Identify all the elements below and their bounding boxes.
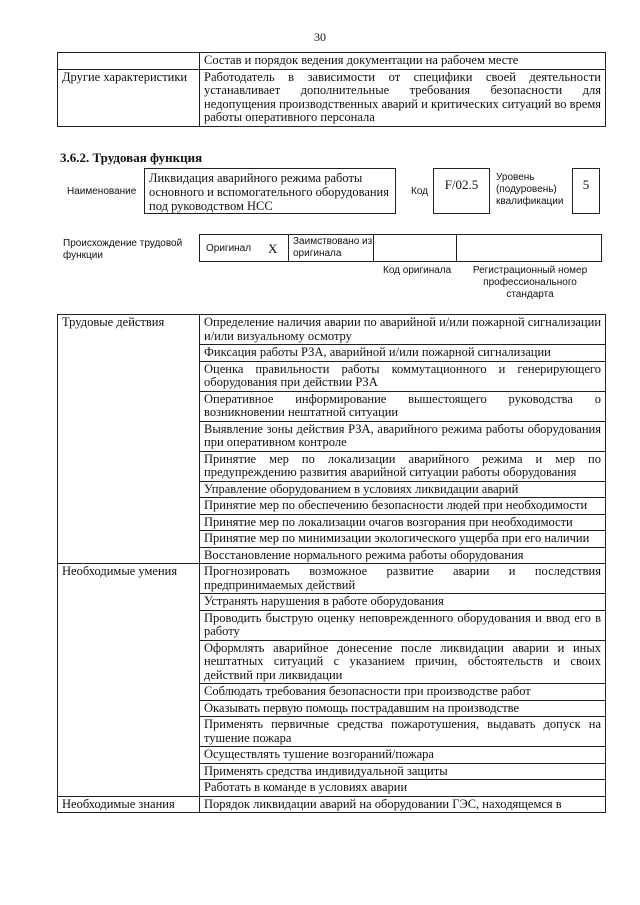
- section-label-continued: [58, 361, 200, 391]
- section-label-continued: [58, 594, 200, 611]
- empty-label-cell: [58, 53, 200, 70]
- origin-box: [199, 234, 602, 262]
- list-item: Принятие мер по обеспечению безопасности людей при необходимости: [200, 498, 606, 515]
- section-label-continued: [58, 391, 200, 421]
- table-row: [58, 547, 606, 564]
- code-label: Код: [411, 186, 429, 197]
- list-item: Прогнозировать возможное развитие аварии и последствия предпринимаемых действий: [200, 564, 606, 594]
- table-row: [58, 451, 606, 481]
- borrowed-cell: [288, 234, 374, 262]
- section-label-continued: [58, 640, 200, 684]
- section-label-continued: [58, 763, 200, 780]
- other-characteristics-text: Работодатель в зависимости от специфики своей деятельности устанавливает дополнительные требования безопасности для недопущения производственных аварий и критических ситуаций во время работы оперативного персонала: [200, 69, 606, 126]
- page-number: 30: [314, 30, 326, 44]
- table-row: [58, 531, 606, 548]
- list-item: Оформлять аварийное донесение после ликвидации аварии и иных нештатных ситуаций с указанием причин, обстоятельств и своих действий при ликвидации: [200, 640, 606, 684]
- section-label-continued: [58, 547, 200, 564]
- list-item: Осуществлять тушение возгораний/пожара: [200, 747, 606, 764]
- list-item: Фиксация работы РЗА, аварийной и/или пожарной сигнализации: [200, 345, 606, 362]
- table-row: [58, 700, 606, 717]
- list-item: Применять первичные средства пожаротушения, выдавать допуск на тушение пожара: [200, 717, 606, 747]
- table-row: [58, 564, 606, 594]
- table-row: [58, 763, 606, 780]
- table-row: [58, 498, 606, 515]
- name-label: Наименование: [67, 186, 137, 197]
- section-heading: 3.6.2. Трудовая функция: [60, 150, 203, 165]
- qualification-level-label: Уровень (подуровень) квалификации: [496, 172, 564, 207]
- table-row: [58, 717, 606, 747]
- table-row: [58, 640, 606, 684]
- list-item: Управление оборудованием в условиях ликвидации аварий: [200, 481, 606, 498]
- original-code-caption: Код оригинала: [383, 265, 452, 276]
- original-cell: [199, 234, 289, 262]
- table-row: [58, 747, 606, 764]
- table-row: [58, 481, 606, 498]
- section-label: Трудовые действия: [58, 315, 200, 345]
- characteristics-table: [57, 52, 606, 127]
- qualification-level-box: 5: [572, 168, 600, 214]
- section-label-continued: [58, 514, 200, 531]
- borrowed-label: Заимствовано из оригинала: [293, 236, 373, 259]
- section-label-continued: [58, 345, 200, 362]
- table-row: [58, 684, 606, 701]
- section-label-continued: [58, 531, 200, 548]
- table-row: [58, 315, 606, 345]
- list-item: Порядок ликвидации аварий на оборудовании ГЭС, находящемся в: [200, 796, 606, 813]
- list-item: Проводить быструю оценку неповрежденного оборудования и ввод его в работу: [200, 610, 606, 640]
- list-item: Соблюдать требования безопасности при производстве работ: [200, 684, 606, 701]
- list-item: Принятие мер по локализации очагов возгорания при необходимости: [200, 514, 606, 531]
- table-row: [58, 345, 606, 362]
- table-row: [58, 594, 606, 611]
- table-row: [58, 610, 606, 640]
- table-row: [58, 391, 606, 421]
- function-details-table: [57, 314, 606, 813]
- list-item: Работать в команде в условиях аварии: [200, 780, 606, 797]
- table-row: [58, 780, 606, 797]
- function-name-box: Ликвидация аварийного режима работы основного и вспомогательного оборудования под руководством НСС: [144, 168, 396, 214]
- list-item: Устранять нарушения в работе оборудования: [200, 594, 606, 611]
- original-code-cell: [373, 234, 457, 262]
- section-label-continued: [58, 498, 200, 515]
- table-row: [58, 361, 606, 391]
- original-mark: X: [268, 241, 278, 256]
- other-characteristics-label: Другие характеристики: [58, 69, 200, 126]
- section-label-continued: [58, 717, 200, 747]
- list-item: Принятие мер по минимизации экологического ущерба при его наличии: [200, 531, 606, 548]
- list-item: Применять средства индивидуальной защиты: [200, 763, 606, 780]
- registration-number-cell: [456, 234, 602, 262]
- list-item: Оказывать первую помощь пострадавшим на производстве: [200, 700, 606, 717]
- section-label-continued: [58, 610, 200, 640]
- registration-number-caption: Регистрационный номер профессионального стандарта: [472, 265, 588, 300]
- section-label: Необходимые знания: [58, 796, 200, 813]
- origin-label: Происхождение трудовой функции: [63, 238, 183, 261]
- code-value-box: F/02.5: [433, 168, 490, 214]
- section-label-continued: [58, 700, 200, 717]
- documentation-row-text: Состав и порядок ведения документации на рабочем месте: [200, 53, 606, 70]
- list-item: Принятие мер по локализации аварийного режима и мер по предупреждению развития аварийной ситуации работы оборудования: [200, 451, 606, 481]
- section-label-continued: [58, 481, 200, 498]
- original-label: Оригинал: [206, 243, 252, 254]
- table-row: [58, 421, 606, 451]
- list-item: Оценка правильности работы коммутационного и генерирующего оборудования при действии РЗА: [200, 361, 606, 391]
- table-row: [58, 796, 606, 813]
- section-label-continued: [58, 780, 200, 797]
- list-item: Выявление зоны действия РЗА, аварийного режима работы оборудования при оперативном контроле: [200, 421, 606, 451]
- table-row: [58, 514, 606, 531]
- section-label-continued: [58, 747, 200, 764]
- list-item: Восстановление нормального режима работы оборудования: [200, 547, 606, 564]
- section-label: Необходимые умения: [58, 564, 200, 594]
- section-label-continued: [58, 451, 200, 481]
- list-item: Определение наличия аварии по аварийной и/или пожарной сигнализации и/или визуальному осмотру: [200, 315, 606, 345]
- section-label-continued: [58, 684, 200, 701]
- list-item: Оперативное информирование вышестоящего руководства о возникновении нештатной ситуации: [200, 391, 606, 421]
- section-label-continued: [58, 421, 200, 451]
